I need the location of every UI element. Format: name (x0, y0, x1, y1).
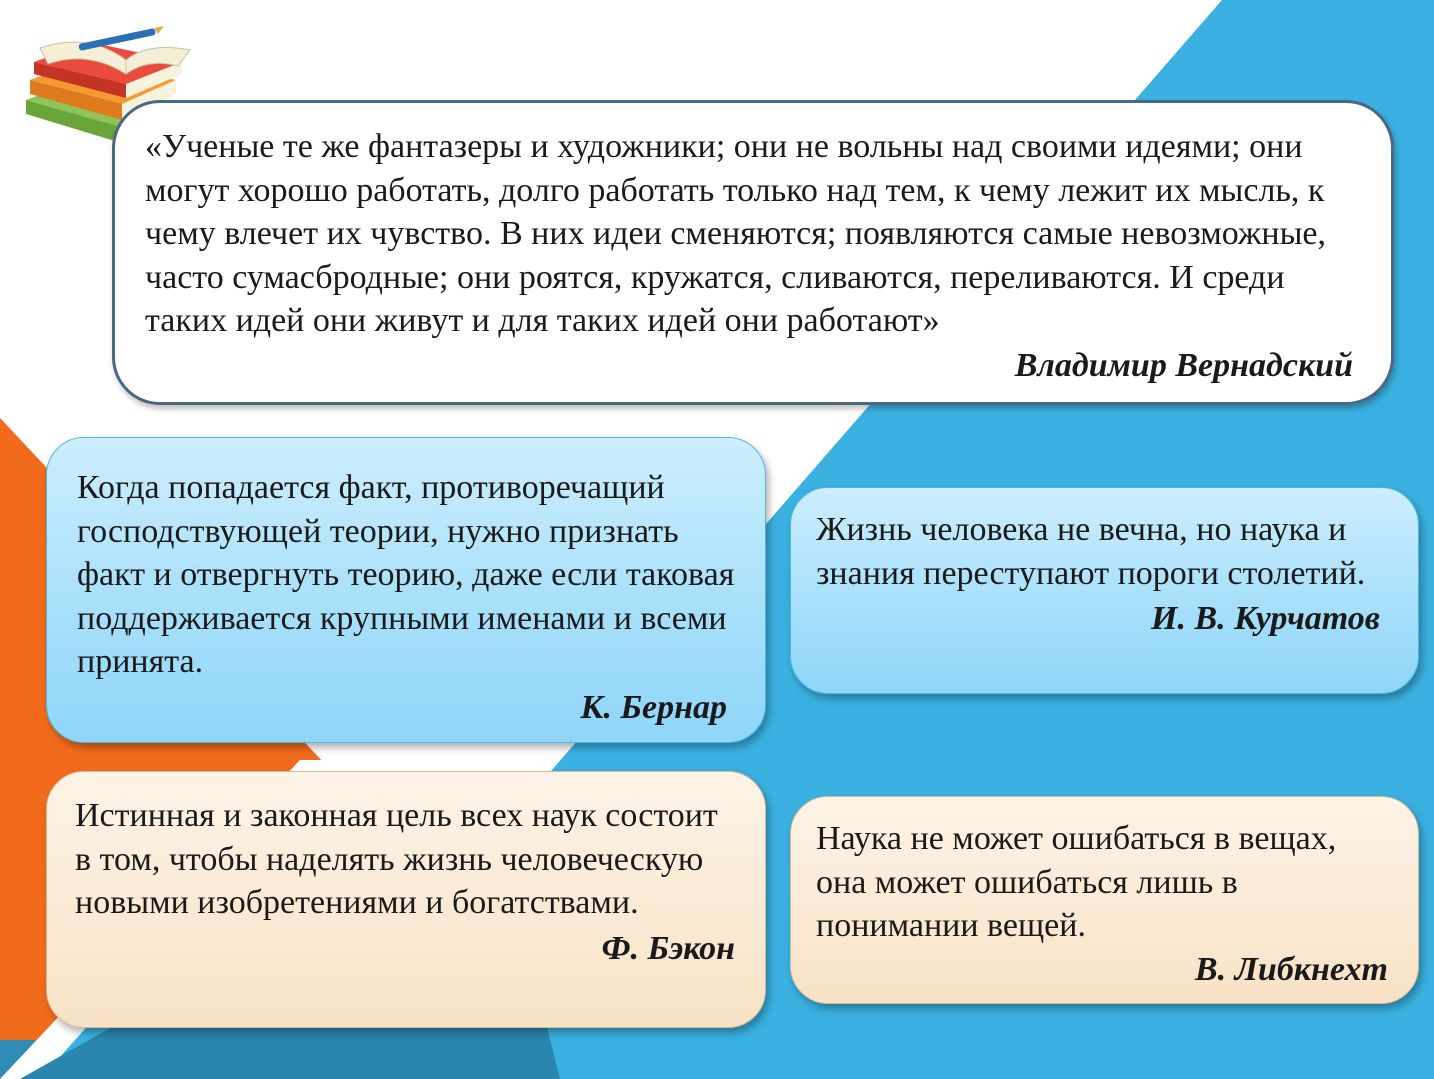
bernard-quote-box (46, 437, 766, 743)
liebknecht-quote-box (790, 796, 1419, 1004)
bacon-quote-author: Ф. Бэкон (601, 929, 735, 967)
bernard-quote-author: К. Бернар (580, 688, 727, 726)
vernadsky-quote-box (112, 100, 1394, 405)
liebknecht-quote-author: В. Либкнехт (1194, 950, 1388, 988)
liebknecht-quote-text: Наука не может ошибаться в вещах, она может ошибаться лишь в понимании вещей. (816, 820, 1337, 944)
kurchatov-quote-box (790, 487, 1419, 694)
kurchatov-quote-author: И. В. Курчатов (1151, 600, 1380, 637)
bacon-quote-text: Истинная и законная цель всех наук состоит в том, чтобы наделять жизнь человеческую новыми изобретениями и богатствами. (75, 797, 718, 921)
bacon-quote-box (46, 771, 766, 1028)
vernadsky-quote-text: «Ученые те же фантазеры и художники; они не вольны над своими идеями; они могут хорошо работать, долго работать только над тем, к чему лежит их мысль, к чему влечет их чувство. В них идеи сменяются; появляются самые невозможные, часто сумасбродные; они роятся, кружатся, сливаются, переливаются. И среди таких идей они живут и для таких идей они работают» (145, 128, 1327, 339)
vernadsky-quote-author: Владимир Вернадский (1014, 346, 1353, 384)
kurchatov-quote-text: Жизнь человека не вечна, но наука и знания переступают пороги столетий. (816, 511, 1366, 592)
bernard-quote-text: Когда попадается факт, противоречащий господствующей теории, нужно признать факт и отвергнуть теорию, даже если таковая поддерживается крупными именами и всеми принята. (77, 469, 735, 680)
